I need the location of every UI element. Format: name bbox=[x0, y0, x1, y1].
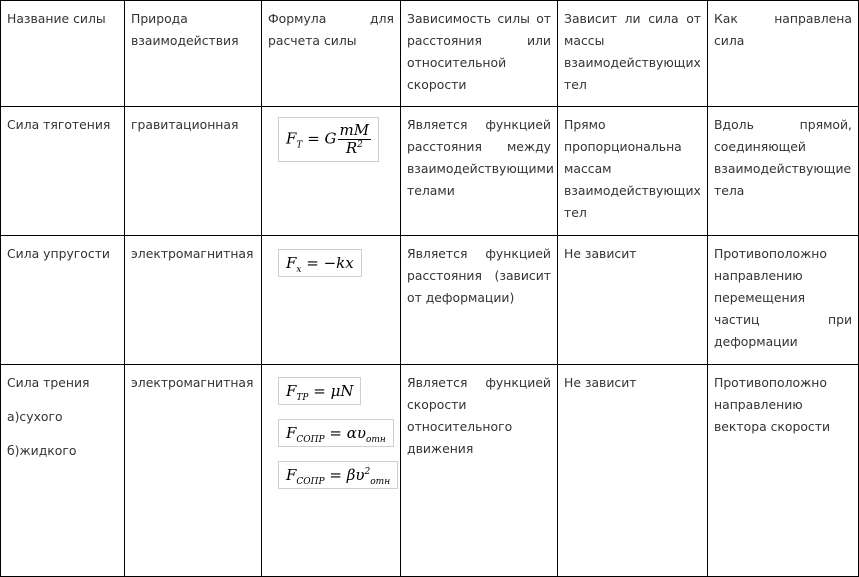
force-formula-cell bbox=[262, 365, 401, 577]
force-name: Сила тяготения bbox=[1, 107, 125, 236]
formula-lhs: F bbox=[286, 382, 297, 400]
header-direction: Как направлена сила bbox=[708, 1, 859, 107]
force-nature: электромагнитная bbox=[125, 365, 262, 577]
formula-rhs: = μN bbox=[313, 382, 354, 400]
force-name: Сила трения bbox=[7, 375, 90, 390]
dry-friction-formula bbox=[278, 377, 361, 405]
formula-lhs-sub: СОПР bbox=[296, 477, 325, 487]
formula-rhs: = αυ bbox=[329, 424, 366, 442]
gravity-formula bbox=[278, 117, 379, 162]
formula-lhs: F bbox=[286, 424, 297, 442]
formula-lhs-sub: T bbox=[296, 140, 303, 151]
header-formula: Формула для расчета силы bbox=[262, 1, 401, 107]
formula-eq: = G bbox=[307, 129, 337, 148]
header-nature: Природа взаимодействия bbox=[125, 1, 262, 107]
formula-den-sup: 2 bbox=[357, 140, 363, 150]
friction-formulas bbox=[268, 377, 394, 489]
formula-lhs: F bbox=[286, 254, 297, 272]
formula-rhs-sup: 2 bbox=[364, 467, 371, 477]
friction-type-dry: а)сухого bbox=[7, 409, 63, 424]
force-mass: Не зависит bbox=[558, 365, 708, 577]
formula-rhs-sub: отн bbox=[370, 477, 391, 487]
force-formula-cell bbox=[262, 107, 401, 236]
formula-lhs: F bbox=[286, 466, 297, 484]
friction-type-fluid: б)жидкого bbox=[7, 443, 77, 458]
formula-fraction bbox=[338, 122, 372, 157]
force-mass: Не зависит bbox=[558, 236, 708, 365]
force-name-cell bbox=[1, 365, 125, 577]
force-direction: Вдоль прямой, соединяющей взаимодействующие тела bbox=[708, 107, 859, 236]
force-nature: гравитационная bbox=[125, 107, 262, 236]
elastic-formula bbox=[278, 249, 362, 277]
header-distance: Зависимость силы от расстояния или относительной скорости bbox=[401, 1, 558, 107]
table-row bbox=[1, 365, 859, 577]
header-row bbox=[1, 1, 859, 107]
formula-rhs: = βυ bbox=[329, 466, 365, 484]
friction-types bbox=[7, 406, 118, 462]
force-direction: Противоположно направлению перемещения частиц при деформации bbox=[708, 236, 859, 365]
force-distance: Является функцией расстояния (зависит от деформации) bbox=[401, 236, 558, 365]
force-distance: Является функцией расстояния между взаимодействующими телами bbox=[401, 107, 558, 236]
formula-rhs-sub: отн bbox=[365, 435, 386, 445]
formula-lhs: F bbox=[286, 129, 297, 148]
force-name: Сила упругости bbox=[1, 236, 125, 365]
force-formula-cell bbox=[262, 236, 401, 365]
formula-numerator: mM bbox=[339, 121, 370, 139]
formula-den-base: R bbox=[345, 139, 358, 157]
formula-lhs-sub: СОПР bbox=[296, 435, 325, 445]
formula-denominator bbox=[344, 140, 365, 157]
force-distance: Является функцией скорости относительного движения bbox=[401, 365, 558, 577]
force-mass: Прямо пропорциональна массам взаимодействующих тел bbox=[558, 107, 708, 236]
formula-rhs: = −kx bbox=[306, 254, 354, 272]
formula-lhs-sub: ТР bbox=[296, 393, 309, 403]
table-row bbox=[1, 107, 859, 236]
fluid-friction-quadratic-formula bbox=[278, 461, 398, 489]
force-direction: Противоположно направлению вектора скорости bbox=[708, 365, 859, 577]
table-row bbox=[1, 236, 859, 365]
formula-lhs-sub: x bbox=[296, 265, 302, 275]
force-nature: электромагнитная bbox=[125, 236, 262, 365]
header-mass: Зависит ли сила от массы взаимодействующих тел bbox=[558, 1, 708, 107]
header-name: Название силы bbox=[1, 1, 125, 107]
fluid-friction-linear-formula bbox=[278, 419, 394, 447]
